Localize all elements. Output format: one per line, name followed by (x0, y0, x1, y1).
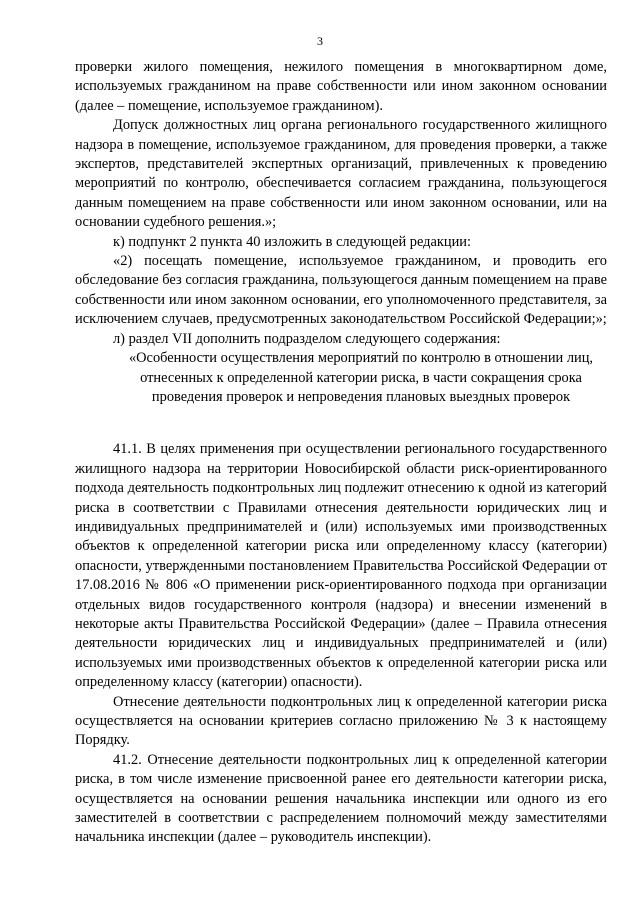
paragraph-7: Отнесение деятельности подконтрольных лиц к определенной категории риска осуществляется на основании критериев согласно приложению № 3 к настоящему Порядку. (75, 693, 607, 749)
paragraph-1: проверки жилого помещения, нежилого помещения в многоквартирном доме, используемых гражданином на праве собственности или ином законном основании (далее – помещение, используемое гражданином). (75, 59, 607, 114)
paragraph-2: Допуск должностных лиц органа регионального государственного жилищного надзора в помещение, используемое гражданином, для проведения проверки, а также экспертов, представителей экспертных организаций, привлеченных к проведению мероприятий по контролю, обеспечивается согласием гражданина, пользующегося данным помещением на праве собственности или ином законном основании, или на основании судебного решения.»; (75, 117, 607, 231)
paragraph-5: л) раздел VII дополнить подразделом следующего содержания: (113, 330, 501, 347)
page-number: 3 (317, 34, 323, 48)
document-body (75, 58, 607, 848)
paragraph-41-1: 41.1. В целях применения при осуществлении регионального государственного жилищного надзора на территории Новосибирской области риск-ориентированного подхода деятельность подконтрольных лиц подлежит отнесению к одной из категорий риска в соответствии с Правилами отнесения деятельности юридических лиц и индивидуальных предпринимателей и (или) используемых ими производственных объектов к определенной категории риска или определенному классу (категории) опасности, утвержденными постановлением Правительства Российской Федерации от 17.08.2016 № 806 «О применении риск-ориентированного подхода при организации отдельных видов государственного контроля (надзора) и внесении изменений в некоторые акты Правительства Российской Федерации» (далее – Правила отнесения деятельности юридических лиц и индивидуальных предпринимателей и (или) используемых ими производственных объектов к определенной категории риска или определенному классу (категории) опасности). (75, 441, 607, 691)
subsection-heading: «Особенности осуществления мероприятий по контролю в отношении лиц, отнесенных к определенной категории риска, в части сокращения срока проведения проверок и непроведения плановых выездных проверок (128, 350, 594, 405)
spacer (75, 407, 607, 440)
paragraph-3: к) подпункт 2 пункта 40 изложить в следующей редакции: (113, 233, 471, 250)
paragraph-4: «2) посещать помещение, используемое гражданином, и проводить его обследование без согласия гражданина, пользующегося данным помещением на праве собственности или ином законном основании, его уполномоченного представителя, за исключением случаев, предусмотренных законодательством Российской Федерации;»; (75, 253, 607, 328)
paragraph-41-2: 41.2. Отнесение деятельности подконтрольных лиц к определенной категории риска, в том числе изменение присвоенной ранее его деятельности категории риска, осуществляется на основании решения начальника инспекции или одного из его заместителей в соответствии с распределением полномочий между заместителями начальника инспекции (далее – руководитель инспекции). (75, 751, 607, 846)
